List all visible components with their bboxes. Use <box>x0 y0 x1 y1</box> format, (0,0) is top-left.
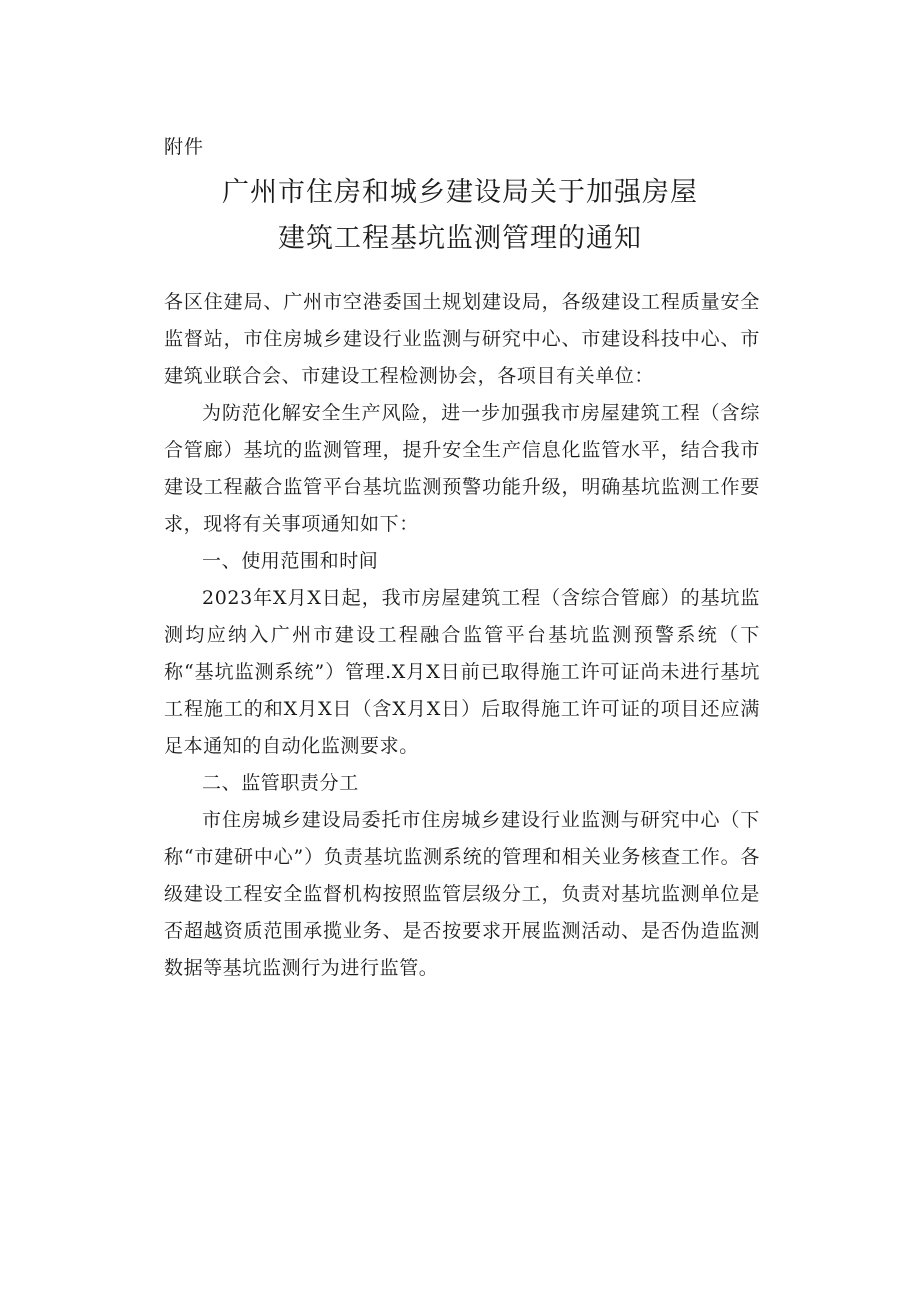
title-line-1: 广州市住房和城乡建设局关于加强房屋 <box>222 177 698 208</box>
addressees-paragraph: 各区住建局、广州市空港委国土规划建设局，各级建设工程质量安全监督站，市住房城乡建设行业监测与研究中心、市建设科技中心、市建筑业联合会、市建设工程检测协会，各项目有关单位： <box>164 291 760 387</box>
section-2-heading: 二、监管职责分工 <box>202 772 359 794</box>
section-1-paragraph: 2023年X月X日起，我市房屋建筑工程（含综合管廊）的基坑监测均应纳入广州市建设工程融合监管平台基坑监测预警系统（下称“基坑监测系统”）管理.X月X日前已取得施工许可证尚未进行基坑工程施工的和X月X日（含X月X日）后取得施工许可证的项目还应满足本通知的自动化监测要求。 <box>164 587 760 757</box>
intro-paragraph: 为防范化解安全生产风险，进一步加强我市房屋建筑工程（含综合管廊）基坑的监测管理，提升安全生产信息化监管水平，结合我市建设工程蔽合监管平台基坑监测预警功能升级，明确基坑监测工作要求，现将有关事项通知如下： <box>164 402 760 535</box>
section-1-heading: 一、使用范围和时间 <box>202 550 379 572</box>
attachment-label: 附件 <box>164 136 205 158</box>
title-line-2: 建筑工程基坑监测管理的通知 <box>278 223 642 254</box>
section-2-paragraph: 市住房城乡建设局委托市住房城乡建设行业监测与研究中心（下称“市建研中心”）负责基坑监测系统的管理和相关业务核查工作。各级建设工程安全监督机构按照监管层级分工，负责对基坑监测单位是否超越资质范围承揽业务、是否按要求开展监测活动、是否伪造监测数据等基坑监测行为进行监管。 <box>164 809 760 979</box>
document-body <box>164 284 760 987</box>
document-title <box>0 170 920 262</box>
